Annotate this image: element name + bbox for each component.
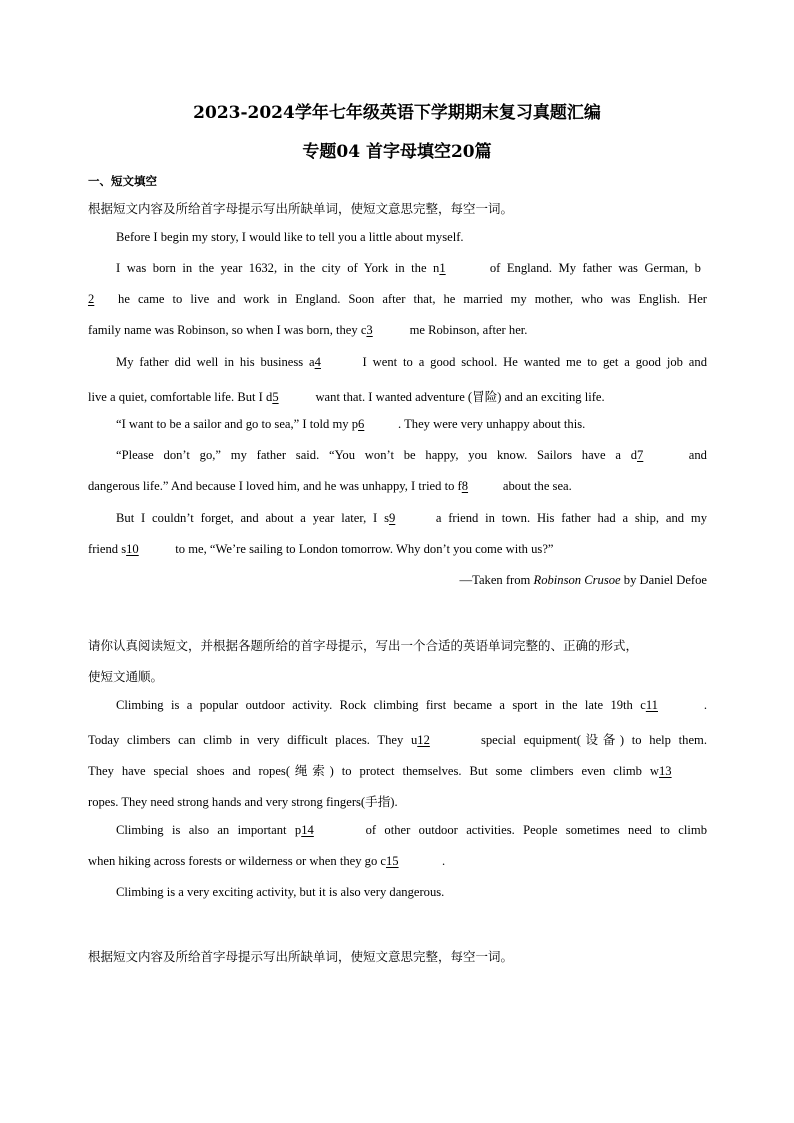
document-subtitle: 专题04 首字母填空20篇 bbox=[302, 142, 492, 162]
passage2-instruction: 使短文通顺。 bbox=[88, 669, 164, 684]
passage1-instruction: 根据短文内容及所给首字母提示写出所缺单词，使短文意思完整，每空一词。 bbox=[88, 201, 514, 216]
blank-6[interactable]: 6 bbox=[358, 417, 365, 431]
passage1-line: “I want to be a sailor and go to sea,” I told my p6 . They were very unhappy about this. bbox=[116, 417, 586, 431]
blank-5[interactable]: 5 bbox=[272, 390, 279, 404]
passage1-source: —Taken from Robinson Crusoe by Daniel Defoe bbox=[459, 573, 707, 587]
passage1-line: dangerous life.” And because I loved him, and he was unhappy, I tried to f8 about the sea. bbox=[88, 479, 572, 493]
blank-8[interactable]: 8 bbox=[461, 479, 469, 493]
passage2-instruction: 请你认真阅读短文，并根据各题所给的首字母提示，写出一个合适的英语单词完整的、正确的形式， bbox=[88, 638, 639, 653]
passage2-line: ropes. They need strong hands and very strong fingers(手指). bbox=[88, 795, 398, 809]
blank-15[interactable]: 15 bbox=[385, 854, 399, 868]
passage1-line: But I couldn’t forget, and about a year later, I s9 a friend in town. His father had a ship, and my bbox=[116, 511, 707, 525]
blank-2[interactable]: 2 bbox=[88, 292, 95, 306]
book-title: Robinson Crusoe bbox=[533, 573, 621, 587]
passage2-line: Climbing is a very exciting activity, but it is also very dangerous. bbox=[116, 885, 445, 899]
passage1-line: family name was Robinson, so when I was born, they c3 me Robinson, after her. bbox=[88, 323, 528, 337]
blank-3[interactable]: 3 bbox=[366, 323, 373, 337]
blank-1[interactable]: 1 bbox=[439, 261, 446, 275]
passage2-line: Climbing is also an important p14 of other outdoor activities. People sometimes need to climb bbox=[116, 823, 707, 837]
passage1-line: 2 he came to live and work in England. Soon after that, he married my mother, who was English. Her bbox=[88, 292, 707, 306]
blank-13[interactable]: 13 bbox=[659, 764, 672, 778]
passage3-instruction: 根据短文内容及所给首字母提示写出所缺单词，使短文意思完整，每空一词。 bbox=[88, 949, 514, 964]
passage2-line: Climbing is a popular outdoor activity. Rock climbing first became a sport in the late 19th c11 . bbox=[116, 698, 707, 712]
passage1-line: I was born in the year 1632, in the city of York in the n1 of England. My father was German, b bbox=[116, 261, 701, 275]
passage2-line: They have special shoes and ropes(绳索) to protect themselves. But some climbers even climb w13 bbox=[88, 760, 707, 779]
section-heading: 一、短文填空 bbox=[88, 174, 157, 188]
passage2-line: when hiking across forests or wilderness or when they go c15 . bbox=[88, 854, 446, 868]
blank-4[interactable]: 4 bbox=[314, 355, 321, 369]
blank-12[interactable]: 12 bbox=[417, 733, 430, 747]
passage1-line: “Please don’t go,” my father said. “You won’t be happy, you know. Sailors have a d7 and bbox=[116, 448, 707, 462]
passage1-line: Before I begin my story, I would like to tell you a little about myself. bbox=[116, 230, 464, 244]
blank-11[interactable]: 11 bbox=[645, 698, 658, 712]
blank-9[interactable]: 9 bbox=[388, 511, 396, 525]
passage1-line: live a quiet, comfortable life. But I d5 want that. I wanted adventure (冒险) and an exciting life. bbox=[88, 390, 605, 404]
passage2-line: Today climbers can climb in very difficult places. They u12 special equipment(设备) to help them. bbox=[88, 733, 707, 747]
blank-10[interactable]: 10 bbox=[126, 542, 139, 556]
passage1-line: friend s10 to me, “We’re sailing to London tomorrow. Why don’t you come with us?” bbox=[88, 542, 554, 556]
blank-14[interactable]: 14 bbox=[301, 823, 314, 837]
document-title: 2023-2024学年七年级英语下学期期末复习真题汇编 bbox=[193, 103, 601, 123]
passage1-line: My father did well in his business a4 I went to a good school. He wanted me to get a good job and bbox=[116, 355, 707, 369]
blank-7[interactable]: 7 bbox=[637, 448, 644, 462]
